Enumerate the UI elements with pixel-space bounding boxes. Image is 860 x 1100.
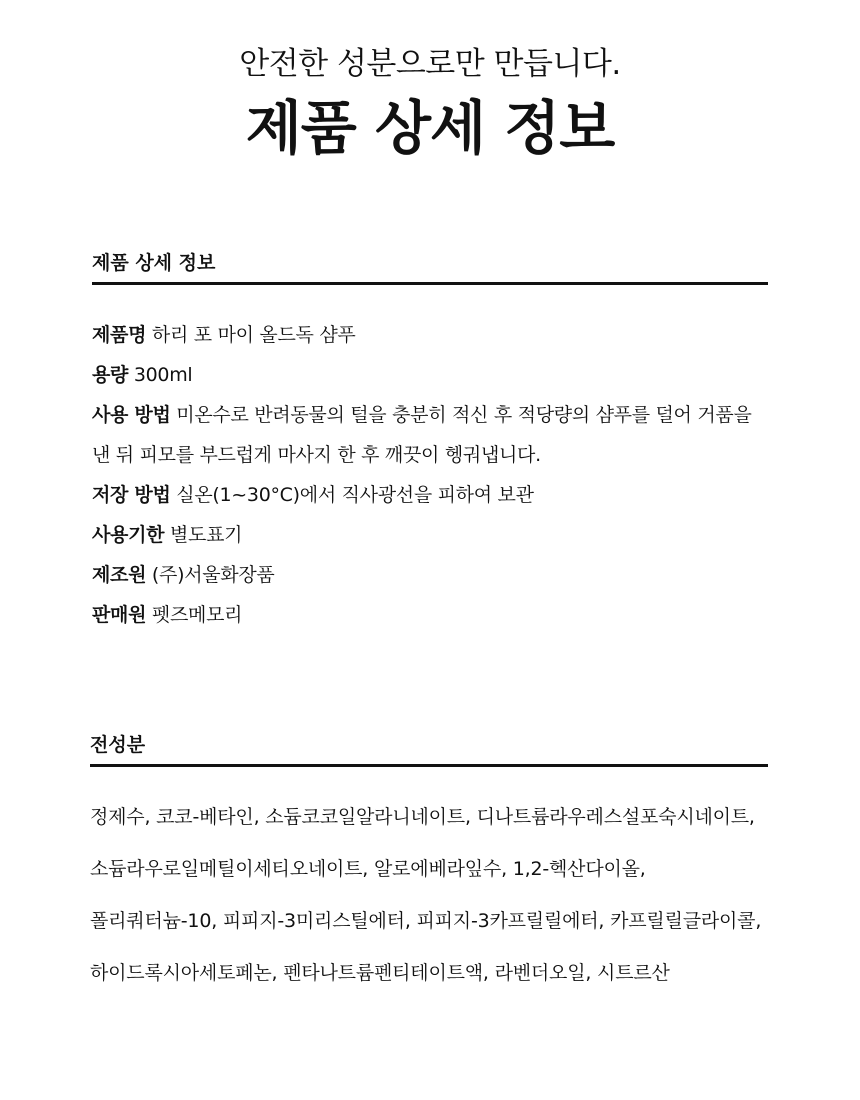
detail-label: 판매원	[92, 604, 147, 626]
ingredients-section	[90, 732, 768, 1018]
ingredients-heading: 전성분	[90, 732, 768, 767]
detail-value: 미온수로 반려동물의 털을 충분히 적신 후 적당량의 샴푸를 덜어 거품을 낸 뒤 피모를 부드럽게 마사지 한 후 깨끗이 헹궈냅니다.	[92, 404, 752, 466]
detail-row-expiry	[92, 515, 768, 555]
detail-row-volume	[92, 355, 768, 395]
detail-value: 펫즈메모리	[151, 604, 243, 626]
detail-label: 사용 방법	[92, 404, 171, 426]
detail-row-storage	[92, 475, 768, 515]
detail-label: 저장 방법	[92, 484, 171, 506]
page-subtitle: 안전한 성분으로만 만듭니다.	[239, 46, 621, 82]
detail-value: 300ml	[133, 364, 193, 386]
ingredients-list: 정제수, 코코-베타인, 소듐코코일알라니네이트, 디나트륨라우레스설포숙시네이트, 소듐라우로일메틸이세티오네이트, 알로에베라잎수, 1,2-헥산다이올, 폴리쿼터늄-10, 피피지-3미리스틸에터, 피피지-3카프릴릴에터, 카프릴릴글라이콜,하이드록시아세토페논, 펜타나트륨펜티테이트액, 라벤더오일, 시트르산	[90, 806, 762, 984]
detail-row-product-name	[92, 315, 768, 355]
detail-label: 제품명	[92, 324, 147, 346]
detail-label: 사용기한	[92, 524, 165, 546]
page-title: 제품 상세 정보	[245, 94, 615, 162]
detail-value: (주)서울화장품	[151, 564, 275, 586]
product-details-heading: 제품 상세 정보	[92, 250, 768, 285]
page-header	[0, 42, 860, 164]
detail-value: 하리 포 마이 올드독 샴푸	[151, 324, 356, 346]
detail-row-seller	[92, 595, 768, 635]
detail-value: 실온(1~30°C)에서 직사광선을 피하여 보관	[176, 484, 534, 506]
product-details-list	[92, 315, 768, 635]
product-details-section	[92, 250, 768, 635]
detail-label: 제조원	[92, 564, 147, 586]
detail-row-usage	[92, 395, 768, 475]
detail-value: 별도표기	[169, 524, 243, 546]
detail-row-manufacturer	[92, 555, 768, 595]
detail-label: 용량	[92, 364, 129, 386]
